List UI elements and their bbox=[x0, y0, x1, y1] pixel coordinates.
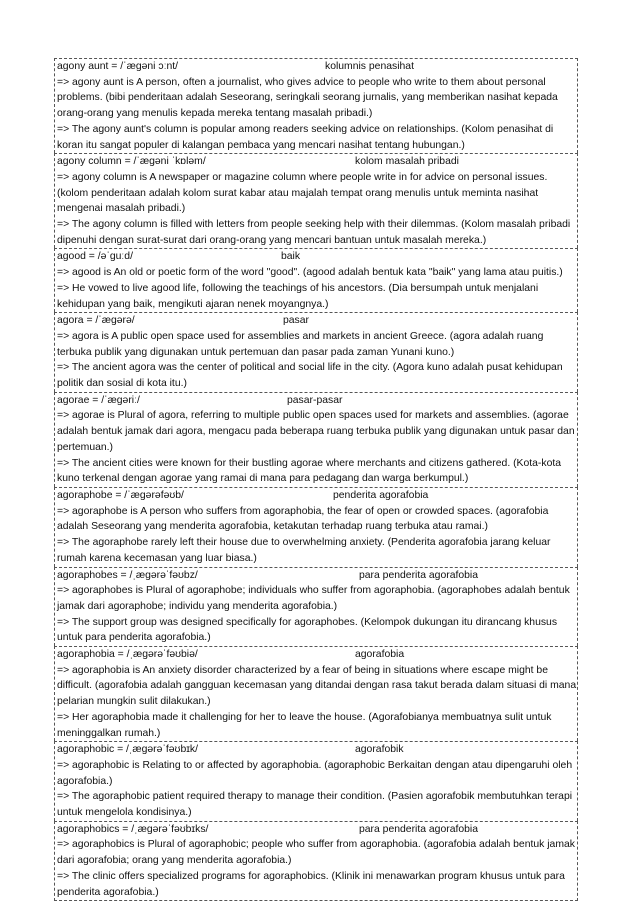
example-sentence: => The ancient cities were known for their bustling agorae where merchants and citizens gathered. (Kota-kota kuno terkenal dengan agorae yang ramai di mana para pedagang dan warga berkumpul.) bbox=[57, 457, 562, 485]
headword: agood = /əˈɡuːd/ bbox=[57, 251, 133, 263]
headword: agony aunt = /ˈæɡəni ɔːnt/ bbox=[57, 61, 179, 72]
translation: penderita agorafobia bbox=[333, 489, 429, 501]
entry-headline bbox=[57, 249, 577, 265]
example-sentence: => The ancient agora was the center of political and social life in the city. (Agora kuno adalah pusat kehidupan politik dan sosial di kota itu.) bbox=[57, 362, 563, 390]
dictionary-entry bbox=[54, 646, 578, 741]
headword: agoraphobic = /ˌæɡərəˈfəʊbɪk/ bbox=[57, 744, 199, 756]
translation: kolom masalah pribadi bbox=[355, 156, 459, 168]
headword: agoraphobes = /ˌæɡərəˈfəʊbz/ bbox=[57, 569, 198, 581]
entry-headline bbox=[57, 154, 577, 170]
dictionary-entry bbox=[54, 153, 578, 248]
dictionary-entry bbox=[54, 567, 578, 647]
example-sentence: => The agoraphobic patient required therapy to manage their condition. (Pasien agorafobik membutuhkan terapi untuk mengelola kondisinya.) bbox=[57, 791, 573, 819]
definition: => agoraphobia is An anxiety disorder characterized by a fear of being in situations where escape might be difficult. (agorafobia adalah gangguan kecemasan yang ditandai dengan rasa takut berada dalam situasi di mana pelarian mungkin sulit dilakukan.) bbox=[57, 664, 577, 708]
definition: => agoraphobics is Plural of agoraphobic; people who suffer from agoraphobia. (agorafobia adalah bentuk jamak dari agorafobia; orang yang menderita agorafobia.) bbox=[57, 839, 575, 867]
translation: pasar bbox=[283, 315, 309, 327]
entry-headline bbox=[57, 313, 577, 329]
example-sentence: => He vowed to live agood life, following the teachings of his ancestors. (Dia bersumpah untuk menjalani kehidupan yang baik, mengikuti ajaran nenek moyangnya.) bbox=[57, 282, 539, 310]
dictionary-entry bbox=[54, 821, 578, 902]
entry-headline bbox=[57, 742, 577, 758]
headword: agorae = /ˈæɡəriː/ bbox=[57, 394, 140, 406]
headword: agoraphobe = /ˈæɡərəfəʊb/ bbox=[57, 489, 184, 501]
translation: baik bbox=[281, 251, 301, 263]
entry-headline bbox=[57, 59, 577, 75]
translation: para penderita agorafobia bbox=[359, 823, 479, 835]
definition: => agoraphobic is Relating to or affected by agoraphobia. (agoraphobic Berkaitan dengan atau dipengaruhi oleh agorafobia.) bbox=[57, 759, 573, 787]
example-sentence: => The agony column is filled with letters from people seeking help with their dilemmas. (Kolom masalah pribadi dipenuhi dengan surat-surat dari orang-orang yang mencari bantuan untuk masalah mereka.) bbox=[57, 219, 571, 246]
dictionary-entry bbox=[54, 312, 578, 392]
headword: agoraphobics = /ˌæɡərəˈfəʊbɪks/ bbox=[57, 823, 209, 835]
example-sentence: => The clinic offers specialized programs for agoraphobics. (Klinik ini menawarkan program khusus untuk para penderita agorafobia.) bbox=[57, 870, 565, 898]
entry-headline bbox=[57, 488, 577, 504]
translation: agorafobia bbox=[355, 649, 405, 661]
entry-headline bbox=[57, 822, 577, 838]
translation: kolumnis penasihat bbox=[325, 61, 414, 72]
dictionary-entry bbox=[54, 741, 578, 821]
headword: agony column = /ˈæɡəni ˈkɒləm/ bbox=[57, 156, 206, 168]
headword: agoraphobia = /ˌæɡərəˈfəʊbiə/ bbox=[57, 649, 198, 661]
definition: => agoraphobe is A person who suffers from agoraphobia, the fear of open or crowded spaces. (agorafobia adalah Seseorang yang menderita agorafobia, ketakutan terhadap ruang terbuka atau ramai.) bbox=[57, 505, 549, 533]
dictionary-entry bbox=[54, 392, 578, 487]
entry-headline bbox=[57, 393, 577, 409]
dictionary-entry bbox=[54, 58, 578, 153]
definition: => agood is An old or poetic form of the word "good". (agood adalah bentuk kata "baik" yang lama atau puitis.) bbox=[57, 267, 563, 279]
example-sentence: => The agoraphobe rarely left their house due to overwhelming anxiety. (Penderita agorafobia jarang keluar rumah karena kecemasan yang luar biasa.) bbox=[57, 537, 551, 564]
entry-headline bbox=[57, 647, 577, 663]
definition: => agony column is A newspaper or magazine column where people write in for advice on personal issues. (kolom penderitaan adalah kolom surat kabar atau majalah tempat orang menulis untuk meminta nasihat mengenai masalah pribadi.) bbox=[57, 171, 548, 215]
dictionary-entry bbox=[54, 487, 578, 567]
example-sentence: => The support group was designed specifically for agoraphobes. (Kelompok dukungan itu dirancang khusus untuk para penderita agorafobia.) bbox=[57, 616, 558, 644]
translation: agorafobik bbox=[355, 744, 404, 756]
example-sentence: => The agony aunt's column is popular among readers seeking advice on relationships. (Kolom penasihat di koran itu sangat populer di kalangan pembaca yang mencari nasihat tentang hubungan.) bbox=[57, 123, 554, 151]
entry-headline bbox=[57, 568, 577, 584]
definition: => agoraphobes is Plural of agoraphobe; individuals who suffer from agoraphobia. (agoraphobes adalah bentuk jamak dari agoraphobe; individu yang menderita agorafobia.) bbox=[57, 585, 570, 612]
dictionary-entry bbox=[54, 248, 578, 312]
example-sentence: => Her agoraphobia made it challenging for her to leave the house. (Agorafobianya membuatnya sulit untuk meninggalkan rumah.) bbox=[57, 711, 552, 739]
headword: agora = /ˈæɡərə/ bbox=[57, 315, 135, 327]
translation: pasar-pasar bbox=[287, 394, 343, 406]
definition: => agora is A public open space used for assemblies and markets in ancient Greece. (agora adalah ruang terbuka publik yang digunakan untuk pertemuan dan pasar pada zaman Yunani kuno.) bbox=[57, 330, 544, 358]
translation: para penderita agorafobia bbox=[359, 569, 479, 581]
definition: => agony aunt is A person, often a journalist, who gives advice to people who write to them about personal problems. (bibi penderitaan adalah Seseorang, seringkali seorang jurnalis, yang memberikan nasihat kepada orang-orang yang menulis kepada mereka tentang masalah pribadi.) bbox=[57, 76, 558, 120]
dictionary-page bbox=[54, 58, 578, 901]
definition: => agorae is Plural of agora, referring to multiple public open spaces used for markets and assemblies. (agorae adalah bentuk jamak dari agora, mengacu pada beberapa ruang terbuka publik yang digunakan untuk pasar dan pertemuan.) bbox=[57, 410, 575, 453]
